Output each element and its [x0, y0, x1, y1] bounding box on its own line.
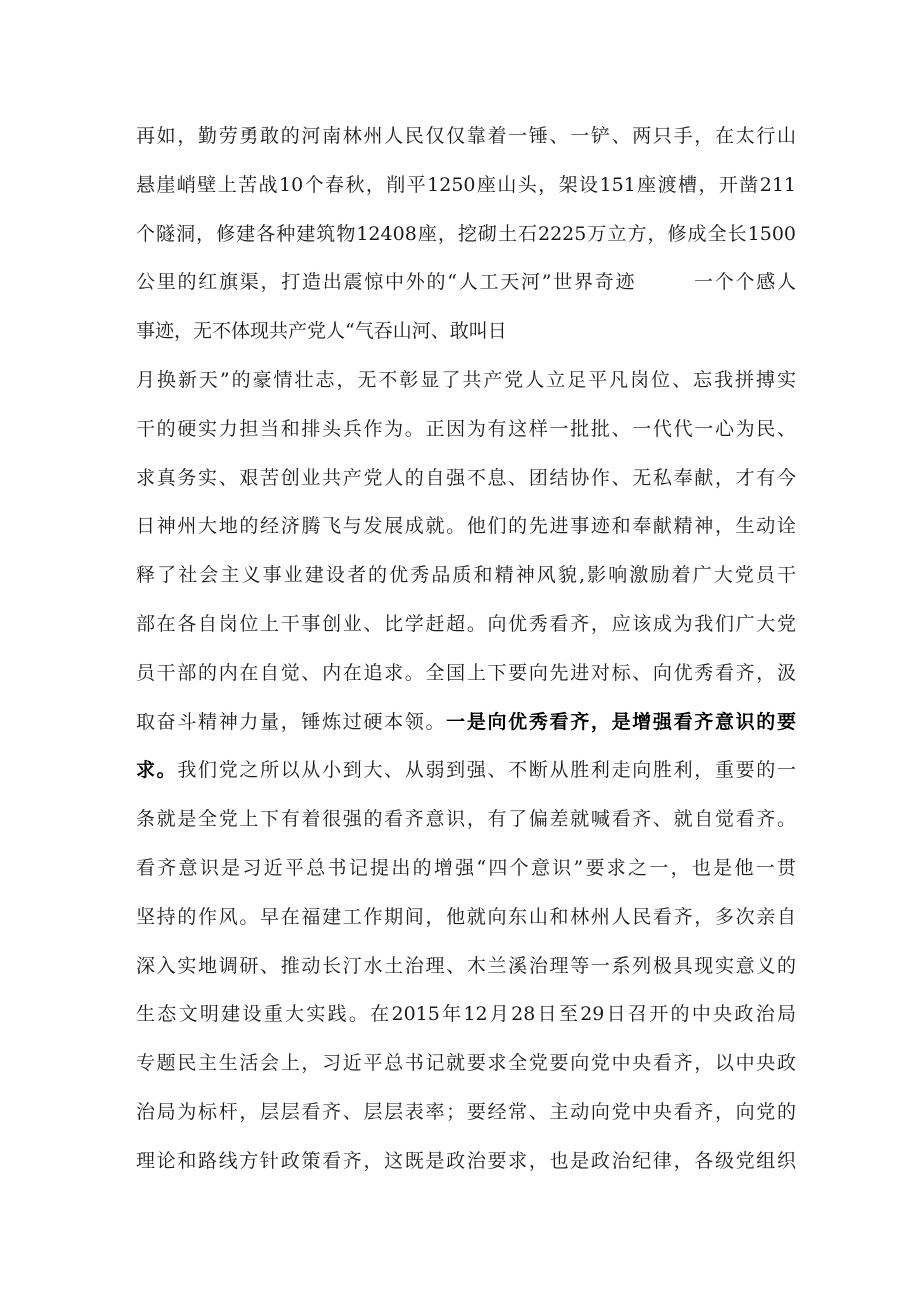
text-line: 事迹，无不体现共产党人“气吞山河、敢叫日	[136, 320, 507, 343]
text-line: 释了社会主义事业建设者的优秀品质和精神风貌,影响激励着广大党员干	[136, 564, 796, 587]
text-line: 日神州大地的经济腾飞与发展成就。他们的先进事迹和奉献精神，生动诠	[136, 515, 796, 538]
text-segment: 取奋斗精神力量，锤炼过硬本领。	[136, 710, 447, 733]
text-segment: 我们党之所以从小到大、从弱到强、不断从胜利走向胜利，重要的一	[177, 759, 796, 782]
text-segment: 一个个感人	[692, 271, 796, 294]
text-line: 悬崖峭壁上苦战10个春秋，削平1250座山头，架设151座渡槽，开凿211	[136, 173, 796, 196]
text-line: 理论和路线方针政策看齐，这既是政治要求，也是政治纪律，各级党组织	[136, 1149, 796, 1172]
text-line	[136, 698, 796, 747]
text-line: 治局为标杆，层层看齐、层层表率；要经常、主动向党中央看齐，向党的	[136, 1100, 796, 1123]
text-line: 员干部的内在自觉、内在追求。全国上下要向先进对标、向优秀看齐，汲	[136, 661, 796, 684]
text-line: 条就是全党上下有着很强的看齐意识，有了偏差就喊看齐、就自觉看齐。	[136, 808, 796, 831]
text-line: 深入实地调研、推动长汀水土治理、木兰溪治理等一系列极具现实意义的	[136, 954, 796, 977]
text-line: 坚持的作风。早在福建工作期间，他就向东山和林州人民看齐，多次亲自	[136, 905, 796, 928]
text-line: 生态文明建设重大实践。在2015年12月28日至29日召开的中央政治局	[136, 1003, 796, 1026]
text-line: 专题民主生活会上，习近平总书记就要求全党要向党中央看齐，以中央政	[136, 1052, 796, 1075]
text-line: 个隧洞，修建各种建筑物12408座，挖砌土石2225万立方，修成全长1500	[136, 222, 796, 245]
text-line: 再如，勤劳勇敢的河南林州人民仅仅靠着一锤、一铲、两只手，在太行山	[136, 125, 796, 147]
bold-heading-text: 一是向优秀看齐，是增强看齐意识的要	[446, 710, 796, 733]
text-line	[136, 746, 796, 795]
text-line: 求真务实、艰苦创业共产党人的自强不息、团结协作、无私奉献，才有今	[136, 466, 796, 489]
body-text	[136, 112, 796, 1186]
bold-heading-text: 求。	[136, 759, 178, 782]
text-line: 干的硬实力担当和排头兵作为。正因为有这样一批批、一代代一心为民、	[136, 417, 796, 440]
text-line: 月换新天”的豪情壮志，无不彰显了共产党人立足平凡岗位、忘我拼搏实	[136, 368, 796, 391]
text-line	[136, 258, 796, 307]
text-line: 部在各自岗位上干事创业、比学赶超。向优秀看齐，应该成为我们广大党	[136, 612, 796, 635]
text-line: 看齐意识是习近平总书记提出的增强“四个意识”要求之一，也是他一贯	[136, 856, 796, 879]
text-segment: 公里的红旗渠，打造出震惊中外的“人工天河”世界奇迹	[136, 271, 637, 294]
